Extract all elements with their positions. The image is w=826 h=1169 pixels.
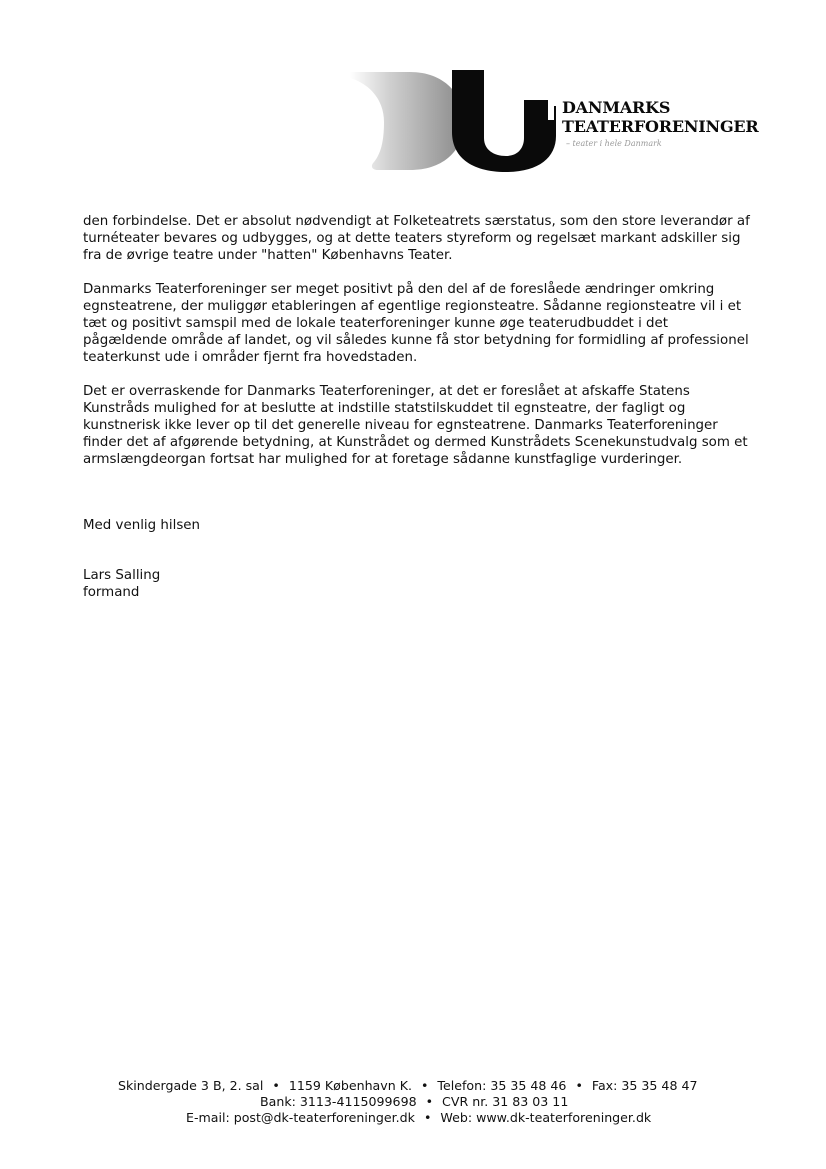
footer-fax: Fax: 35 35 48 47 xyxy=(591,1078,698,1093)
paragraph-1: den forbindelse. Det er absolut nødvendigt at Folketeatrets særstatus, som den store leverandør af turnéteater bevares og udbygges, og at dette teaters styreform og regelsæt markant adskiller sig fra de øvrige teatre under "hatten" Københavns Teater. xyxy=(83,214,750,263)
org-name xyxy=(562,98,759,136)
bullet-separator: • xyxy=(575,1078,583,1093)
footer-email[interactable]: E-mail: post@dk-teaterforeninger.dk xyxy=(186,1110,415,1125)
footer xyxy=(0,1078,826,1126)
footer-line-bank xyxy=(260,1094,826,1110)
bullet-separator: • xyxy=(420,1078,429,1093)
footer-cvr: CVR nr. 31 83 03 11 xyxy=(442,1094,569,1109)
bullet-separator: • xyxy=(425,1094,434,1109)
letter-body xyxy=(83,213,755,485)
signature xyxy=(83,567,160,601)
footer-line-contact xyxy=(186,1110,826,1126)
tagline: – teater i hele Danmark xyxy=(566,139,662,148)
logo-mark xyxy=(348,66,558,172)
org-name-line1: DANMARKS xyxy=(562,98,671,117)
footer-bank: Bank: 3113-4115099698 xyxy=(260,1094,417,1109)
footer-city: 1159 København K. xyxy=(288,1078,412,1093)
org-name-line2: TEATERFORENINGER xyxy=(562,117,759,136)
signer-name: Lars Salling xyxy=(83,568,161,583)
footer-address: Skindergade 3 B, 2. sal xyxy=(118,1078,264,1093)
bullet-separator: • xyxy=(272,1078,280,1093)
closing: Med venlig hilsen xyxy=(83,518,201,533)
footer-web[interactable]: Web: www.dk-teaterforeninger.dk xyxy=(440,1110,652,1125)
bullet-separator: • xyxy=(423,1110,432,1125)
footer-line-address xyxy=(118,1078,826,1094)
paragraph-2: Danmarks Teaterforeninger ser meget positivt på den del af de foreslåede ændringer omkring egnsteatrene, der muliggør etableringen af egentlige regionsteatre. Sådanne regionsteatre vil i et tæt og positivt samspil med de lokale teaterforeninger kunne øge teaterudbuddet i det pågældende område af landet, og vil således kunne få stor betydning for formidling af professionel teaterkunst ude i områder fjernt fra hovedstaden. xyxy=(83,282,749,365)
footer-phone: Telefon: 35 35 48 46 xyxy=(437,1078,567,1093)
paragraph-3: Det er overraskende for Danmarks Teaterforeninger, at det er foreslået at afskaffe Statens Kunstråds mulighed for at beslutte at indstille statstilskuddet til egnsteatre, der fagligt og kunstnerisk ikke lever op til det generelle niveau for egnsteatrene. Danmarks Teaterforeninger finder det af afgørende betydning, at Kunstrådet og dermed Kunstrådets Scenekunstudvalg som et armslængdeorgan fortsat har mulighed for at foretage sådanne kunstfaglige vurderinger. xyxy=(83,384,748,467)
signer-title: formand xyxy=(83,585,140,600)
